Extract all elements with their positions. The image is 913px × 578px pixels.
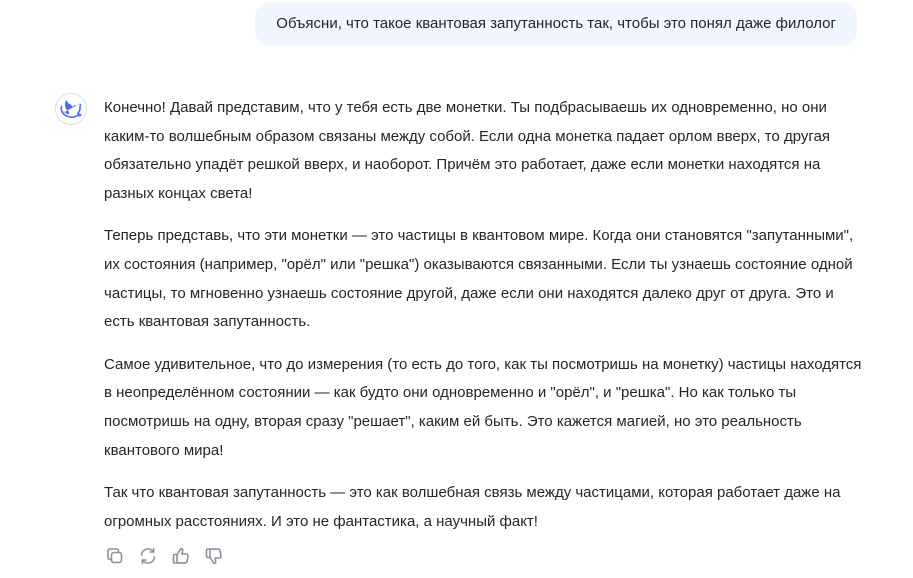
regenerate-icon [138, 546, 158, 566]
like-button[interactable] [170, 545, 192, 567]
whale-logo-icon [60, 100, 82, 118]
message-actions [104, 545, 225, 567]
assistant-avatar [55, 93, 87, 125]
user-message-bubble [255, 3, 857, 45]
assistant-answer [104, 94, 864, 550]
copy-button[interactable] [104, 545, 126, 567]
answer-paragraph-3: Самое удивительное, что до измерения (то есть до того, как ты посмотришь на монетку) частицы находятся в неопределённом состоянии — как будто они одновременно и "орёл", и "решка". Но как только ты посмотришь на одну, вторая сразу "решает", каким ей быть. Это кажется магией, но это реальность квантового мира! [104, 355, 862, 459]
dislike-button[interactable] [203, 545, 225, 567]
copy-icon [105, 546, 125, 566]
user-message-text: Объясни, что такое квантовая запутанность так, чтобы это понял даже филолог [276, 15, 836, 32]
answer-paragraph-2: Теперь представь, что эти монетки — это частицы в квантовом мире. Когда они становятся "запутанными", их состояния (например, "орёл" или "решка") оказываются связанными. Если ты узнаешь состояние одной частицы, то мгновенно узнаешь состояние другой, даже если они находятся далеко друг от друга. Это и есть квантовая запутанность. [104, 227, 854, 331]
thumbs-down-icon [204, 546, 224, 566]
answer-paragraph-1: Конечно! Давай представим, что у тебя есть две монетки. Ты подбрасываешь их одновременно, но они каким-то волшебным образом связаны между собой. Если одна монетка падает орлом вверх, то другая обязательно упадёт решкой вверх, и наоборот. Причём это работает, даже если монетки находятся на разных концах света! [104, 99, 831, 202]
answer-paragraph-4: Так что квантовая запутанность — это как волшебная связь между частицами, которая работает даже на огромных расстояниях. И это не фантастика, а научный факт! [104, 484, 841, 530]
thumbs-up-icon [171, 546, 191, 566]
regenerate-button[interactable] [137, 545, 159, 567]
